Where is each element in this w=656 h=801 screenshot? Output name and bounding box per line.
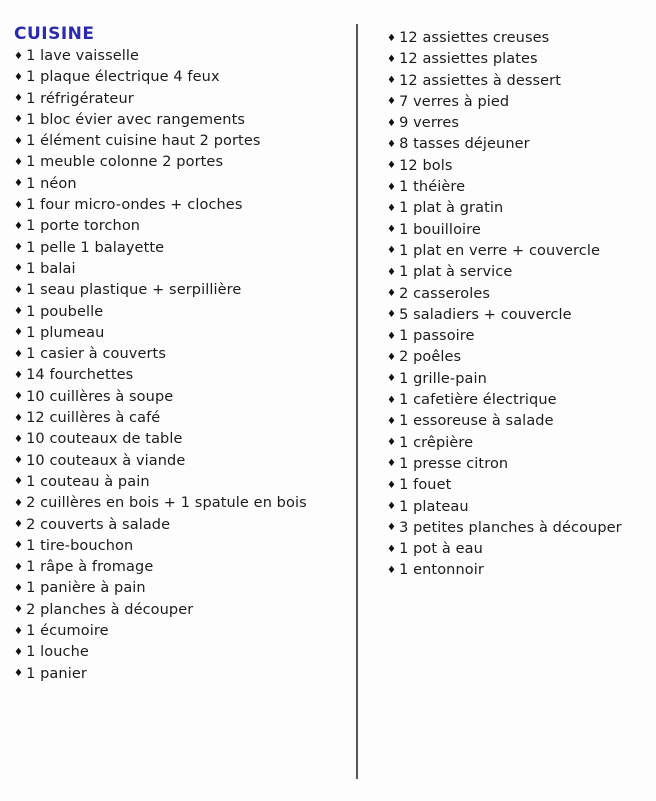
list-item (14, 493, 307, 514)
diamond-bullet-icon: ♦ (387, 351, 397, 363)
list-item (14, 259, 307, 280)
list-item (14, 365, 307, 386)
diamond-bullet-icon: ♦ (14, 50, 24, 62)
diamond-bullet-icon: ♦ (387, 330, 397, 342)
left-item-list (14, 46, 307, 685)
list-item (14, 664, 307, 685)
diamond-bullet-icon: ♦ (14, 263, 24, 275)
diamond-bullet-icon: ♦ (14, 93, 24, 105)
diamond-bullet-icon: ♦ (14, 220, 24, 232)
item-label: 1 bloc évier avec rangements (26, 111, 246, 128)
item-label: 10 cuillères à soupe (26, 388, 174, 405)
list-item (14, 195, 307, 216)
left-column (14, 24, 307, 685)
diamond-bullet-icon: ♦ (387, 117, 397, 129)
right-item-list (387, 28, 622, 582)
list-item (14, 131, 307, 152)
list-item (387, 262, 622, 283)
diamond-bullet-icon: ♦ (387, 53, 397, 65)
list-item (387, 497, 622, 518)
diamond-bullet-icon: ♦ (387, 96, 397, 108)
diamond-bullet-icon: ♦ (14, 306, 24, 318)
item-label: 2 couverts à salade (26, 516, 171, 533)
item-label: 1 plat en verre + couvercle (399, 242, 600, 259)
item-label: 1 panier (26, 665, 87, 682)
diamond-bullet-icon: ♦ (387, 181, 397, 193)
list-item (14, 472, 307, 493)
diamond-bullet-icon: ♦ (14, 668, 24, 680)
list-item (14, 238, 307, 259)
item-label: 1 plat à gratin (399, 200, 504, 217)
item-label: 10 couteaux à viande (26, 452, 186, 469)
list-item (387, 156, 622, 177)
list-item (387, 71, 622, 92)
item-label: 1 cafetière électrique (399, 392, 557, 409)
item-label: 7 verres à pied (399, 93, 510, 110)
item-label: 1 four micro-ondes + cloches (26, 197, 243, 214)
list-item (387, 241, 622, 262)
list-item (387, 347, 622, 368)
item-label: 1 pot à eau (399, 541, 483, 558)
diamond-bullet-icon: ♦ (387, 309, 397, 321)
list-item (14, 578, 307, 599)
right-column (387, 28, 622, 582)
diamond-bullet-icon: ♦ (14, 348, 24, 360)
diamond-bullet-icon: ♦ (387, 564, 397, 576)
list-item (387, 113, 622, 134)
list-item (14, 344, 307, 365)
item-label: 1 fouet (399, 477, 452, 494)
list-item (14, 323, 307, 344)
item-label: 9 verres (399, 115, 460, 132)
item-label: 1 casier à couverts (26, 346, 166, 363)
item-label: 1 écumoire (26, 623, 109, 640)
list-item (387, 305, 622, 326)
diamond-bullet-icon: ♦ (387, 543, 397, 555)
diamond-bullet-icon: ♦ (14, 497, 24, 509)
list-item (387, 560, 622, 581)
item-label: 1 panière à pain (26, 580, 146, 597)
diamond-bullet-icon: ♦ (387, 138, 397, 150)
item-label: 1 élément cuisine haut 2 portes (26, 133, 261, 150)
list-item (387, 390, 622, 411)
diamond-bullet-icon: ♦ (387, 288, 397, 300)
diamond-bullet-icon: ♦ (14, 625, 24, 637)
list-item (14, 110, 307, 131)
item-label: 2 planches à découper (26, 601, 194, 618)
item-label: 1 seau plastique + serpillière (26, 282, 242, 299)
item-label: 1 crêpière (399, 434, 474, 451)
list-item (14, 46, 307, 67)
item-label: 12 assiettes creuses (399, 30, 550, 46)
list-item (387, 475, 622, 496)
diamond-bullet-icon: ♦ (387, 437, 397, 449)
item-label: 1 presse citron (399, 455, 509, 472)
diamond-bullet-icon: ♦ (387, 224, 397, 236)
diamond-bullet-icon: ♦ (14, 369, 24, 381)
item-label: 14 fourchettes (26, 367, 134, 384)
item-label: 12 assiettes plates (399, 51, 538, 68)
item-label: 1 pelle 1 balayette (26, 239, 165, 256)
diamond-bullet-icon: ♦ (14, 582, 24, 594)
list-item (14, 387, 307, 408)
item-label: 1 couteau à pain (26, 473, 150, 490)
list-item (14, 429, 307, 450)
diamond-bullet-icon: ♦ (387, 458, 397, 470)
item-label: 1 réfrigérateur (26, 90, 134, 107)
list-item (14, 451, 307, 472)
diamond-bullet-icon: ♦ (387, 479, 397, 491)
list-item (387, 369, 622, 390)
diamond-bullet-icon: ♦ (14, 391, 24, 403)
list-item (14, 408, 307, 429)
item-label: 2 cuillères en bois + 1 spatule en bois (26, 495, 307, 512)
diamond-bullet-icon: ♦ (14, 540, 24, 552)
diamond-bullet-icon: ♦ (387, 394, 397, 406)
item-label: 1 néon (26, 175, 77, 192)
diamond-bullet-icon: ♦ (14, 178, 24, 190)
diamond-bullet-icon: ♦ (387, 415, 397, 427)
diamond-bullet-icon: ♦ (14, 199, 24, 211)
list-item (387, 433, 622, 454)
item-label: 10 couteaux de table (26, 431, 183, 448)
list-item (387, 177, 622, 198)
diamond-bullet-icon: ♦ (14, 71, 24, 83)
item-label: 3 petites planches à découper (399, 519, 622, 536)
list-item (14, 557, 307, 578)
diamond-bullet-icon: ♦ (387, 522, 397, 534)
list-item (387, 411, 622, 432)
item-label: 1 passoire (399, 328, 475, 345)
list-item (387, 326, 622, 347)
diamond-bullet-icon: ♦ (14, 412, 24, 424)
diamond-bullet-icon: ♦ (14, 327, 24, 339)
diamond-bullet-icon: ♦ (14, 284, 24, 296)
item-label: 1 balai (26, 260, 76, 277)
diamond-bullet-icon: ♦ (387, 266, 397, 278)
item-label: 1 plateau (399, 498, 469, 515)
list-item (14, 600, 307, 621)
diamond-bullet-icon: ♦ (14, 455, 24, 467)
diamond-bullet-icon: ♦ (14, 604, 24, 616)
list-item (14, 280, 307, 301)
item-label: 12 assiettes à dessert (399, 72, 562, 89)
item-label: 1 râpe à fromage (26, 559, 154, 576)
list-item (14, 621, 307, 642)
item-label: 1 tire-bouchon (26, 537, 134, 554)
diamond-bullet-icon: ♦ (387, 501, 397, 513)
item-label: 1 bouilloire (399, 221, 481, 238)
item-label: 8 tasses déjeuner (399, 136, 530, 153)
diamond-bullet-icon: ♦ (14, 646, 24, 658)
diamond-bullet-icon: ♦ (387, 32, 397, 44)
list-item (14, 67, 307, 88)
list-item (387, 92, 622, 113)
item-label: 1 plumeau (26, 324, 105, 341)
diamond-bullet-icon: ♦ (14, 135, 24, 147)
list-item (387, 134, 622, 155)
item-label: 1 porte torchon (26, 218, 141, 235)
list-item (387, 454, 622, 475)
list-item (387, 49, 622, 70)
diamond-bullet-icon: ♦ (387, 373, 397, 385)
diamond-bullet-icon: ♦ (14, 519, 24, 531)
list-item (387, 28, 622, 49)
item-label: 1 poubelle (26, 303, 104, 320)
item-label: 5 saladiers + couvercle (399, 306, 572, 323)
page-title: CUISINE (14, 24, 95, 44)
list-item (387, 284, 622, 305)
item-label: 2 casseroles (399, 285, 491, 302)
list-item (387, 539, 622, 560)
item-label: 1 essoreuse à salade (399, 413, 554, 430)
diamond-bullet-icon: ♦ (387, 160, 397, 172)
diamond-bullet-icon: ♦ (387, 75, 397, 87)
list-item (14, 174, 307, 195)
item-label: 1 plat à service (399, 264, 513, 281)
list-item (14, 302, 307, 323)
diamond-bullet-icon: ♦ (14, 242, 24, 254)
list-item (14, 515, 307, 536)
diamond-bullet-icon: ♦ (14, 433, 24, 445)
list-item (387, 220, 622, 241)
list-item (14, 216, 307, 237)
item-label: 1 théière (399, 179, 466, 196)
diamond-bullet-icon: ♦ (14, 476, 24, 488)
list-item (14, 152, 307, 173)
list-item (14, 536, 307, 557)
diamond-bullet-icon: ♦ (387, 202, 397, 214)
diamond-bullet-icon: ♦ (14, 114, 24, 126)
diamond-bullet-icon: ♦ (14, 561, 24, 573)
item-label: 1 entonnoir (399, 562, 484, 579)
item-label: 1 plaque électrique 4 feux (26, 69, 220, 86)
column-divider (356, 24, 358, 779)
item-label: 1 meuble colonne 2 portes (26, 154, 224, 171)
list-item (387, 198, 622, 219)
diamond-bullet-icon: ♦ (387, 245, 397, 257)
item-label: 1 lave vaisselle (26, 48, 140, 64)
item-label: 12 cuillères à café (26, 410, 161, 427)
diamond-bullet-icon: ♦ (14, 156, 24, 168)
item-label: 1 louche (26, 644, 89, 661)
list-item (14, 89, 307, 110)
item-label: 2 poêles (399, 349, 462, 366)
list-item (387, 518, 622, 539)
list-item (14, 642, 307, 663)
item-label: 12 bols (399, 157, 453, 174)
item-label: 1 grille-pain (399, 370, 487, 387)
